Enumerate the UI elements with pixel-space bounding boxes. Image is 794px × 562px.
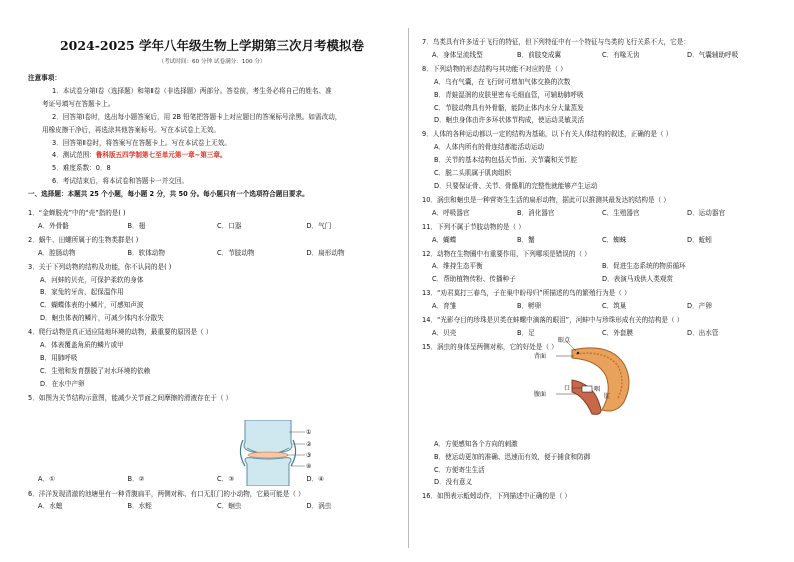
answer-option: C．③ <box>217 474 235 483</box>
notice-block <box>28 72 396 201</box>
answer-option: D．气囊辅助呼吸 <box>687 50 739 59</box>
option-row <box>28 473 396 486</box>
question-block <box>28 473 396 486</box>
notice-line: 考证号填写在答题卡上。 <box>42 99 115 108</box>
question-block <box>422 438 772 490</box>
column-divider <box>408 28 409 548</box>
answer-option: C．筑巢 <box>602 302 627 311</box>
answer-option: D．蚯蚓 <box>687 235 712 244</box>
planaria-diagram <box>532 336 652 418</box>
answer-option: C．蝴蝶体表的小鳞片，可感知声波 <box>40 301 144 310</box>
scope-value: 鲁科版五四学制第七至单元第一章~第三章。 <box>95 151 227 160</box>
option-row <box>422 273 772 286</box>
knee-label-3: ③ <box>306 452 312 459</box>
notice-line: 2．回答第Ⅰ卷时，选出每小题答案后，用 2B 铅笔把答题卡上对应题目的答案标号涂黑。如需改动， <box>52 112 342 121</box>
answer-option: D．产卵 <box>687 302 712 311</box>
answer-option: D．只要保证骨、关节、骨骼肌的完整性就能够产生运动 <box>434 181 598 190</box>
question-stem: 4．爬行动物是真正适应陆地环境的动物，最重要的原因是（ ） <box>28 328 213 337</box>
option-row <box>28 220 396 233</box>
option-row <box>422 207 772 220</box>
answer-option: B．水蛭 <box>127 502 152 511</box>
answer-option: D．蛔虫身体由许多环状体节构成，使运动灵敏灵活 <box>434 116 585 125</box>
answer-option: D．表演马戏供人类观赏 <box>602 275 674 284</box>
answer-option: C．节肢动物 <box>217 248 255 257</box>
answer-option: A．体表覆盖角质的鳞片或甲 <box>40 341 124 350</box>
notice-line: 6．考试结束后，将本试卷和答题卡一并交回。 <box>52 177 189 186</box>
answer-option: A．水螅 <box>38 502 63 511</box>
option-row <box>28 500 396 513</box>
question-block <box>28 261 396 326</box>
answer-option: B．关节的基本结构包括关节面、关节囊和关节腔 <box>434 156 577 165</box>
notice-line: 3．回答第Ⅱ卷时，将答案写在答题卡上。写在本试卷上无效。 <box>52 138 231 147</box>
question-stem: 10．涡虫和蛔虫是一种营寄生生活的扁形动物，据此可以推测其最发达的结构是（ ） <box>422 195 670 204</box>
option-row <box>422 260 772 273</box>
answer-option: C．外套膜 <box>602 328 633 337</box>
answer-option: C．蜘蛛 <box>602 235 627 244</box>
question-stem: 9．人体的各种运动都以一定的结构为基础，以下有关人体结构的叙述，正确的是（ ） <box>422 130 673 139</box>
answer-option: B．足 <box>517 328 535 337</box>
question-stem: 5．如图为关节结构示意图，能减少关节面之间摩擦的滑液存在于（ ） <box>28 393 233 402</box>
planaria-pharynx-label: 咽 <box>594 386 601 393</box>
planaria-mouth-label: 口 <box>564 385 571 392</box>
answer-option: B．青蛙湿润的皮肤里密布毛细血管，可辅助肺呼吸 <box>434 90 584 99</box>
answer-option: B．使运动更加的准确、迅速而有效，便于捕食和防御 <box>434 452 591 461</box>
page-title: 2024-2025 学年八年级生物上学期第三次月考模拟卷 <box>59 38 365 53</box>
knee-joint-diagram <box>223 420 313 486</box>
option-row <box>422 234 772 247</box>
question-block <box>422 248 772 287</box>
answer-option: B．消化器官 <box>517 208 555 217</box>
question-stem: 14．“光影夺目的珍珠是贝类在蚌螺中滴落的眼泪”，河蚌中与珍珠形成有关的结构是（ ） <box>422 316 684 325</box>
answer-option: A．维持生态平衡 <box>432 262 483 271</box>
question-stem: 13．“劝君莫打三春鸟，子在巢中盼母归”所描述的鸟的繁殖行为是（ ） <box>422 289 631 298</box>
page-subtitle: （考试时间：60 分钟 试卷满分：100 分） <box>158 59 266 65</box>
question-block <box>422 36 772 62</box>
answer-option: D．扁形动物 <box>306 248 345 257</box>
answer-option: A．河蚌的贝壳，可保护柔软的身体 <box>40 275 144 284</box>
knee-label-1: ① <box>306 429 312 436</box>
answer-option: B．蟹 <box>517 235 535 244</box>
answer-option: C．蛔虫 <box>217 502 242 511</box>
answer-option: A．人体内所有的骨连结都能活动运动 <box>434 143 545 152</box>
section-heading: 一、选择题：本题共 25 个小题，每小题 2 分，共 50 分。每小题只有一个选项符合题目要求。 <box>28 190 309 199</box>
notice-line: 用橡皮擦干净后，再选涂其他答案标号。写在本试卷上无效。 <box>42 125 221 134</box>
question-stem: 3．关于下列动物的结构及功能，你不认同的是( ) <box>28 262 172 271</box>
option-row <box>422 300 772 313</box>
answer-option: A．育雏 <box>432 302 457 311</box>
answer-option: B．用肺呼吸 <box>40 353 78 362</box>
right-column <box>422 0 772 562</box>
answer-option: A．身体呈流线型 <box>432 50 483 59</box>
question-block <box>422 287 772 313</box>
answer-option: A．贝壳 <box>432 328 457 337</box>
answer-option: D．在水中产卵 <box>40 379 85 388</box>
question-stem: 15．涡虫的身体呈两侧对称，它的好处是（ ） <box>422 342 558 351</box>
notice-scope <box>28 149 396 162</box>
knee-label-4: ④ <box>306 463 312 470</box>
scope-label: 4．测试范围： <box>52 151 96 160</box>
question-block <box>28 392 396 405</box>
answer-option: C．节肢动物具有外骨骼，能防止体内水分大量蒸发 <box>434 103 584 112</box>
answer-option: B．软体动物 <box>127 248 165 257</box>
planaria-anus-label: 肛 <box>604 393 611 400</box>
answer-option: D．④ <box>306 474 325 483</box>
question-block <box>422 63 772 128</box>
question-block <box>422 221 772 247</box>
answer-option: B．翅 <box>127 221 146 230</box>
planaria-back-label: 背面 <box>534 353 547 360</box>
question-block <box>28 234 396 260</box>
answer-option: D．没有意义 <box>434 478 473 487</box>
knee-label-2: ② <box>306 441 312 448</box>
answer-option: C．口器 <box>217 221 242 230</box>
answer-option: A．腔肠动物 <box>38 248 76 257</box>
answer-option: C．方便寄生生活 <box>434 465 485 474</box>
option-row <box>28 247 396 260</box>
question-block <box>28 207 396 233</box>
left-questions <box>28 207 396 513</box>
question-stem: 6．洋洋发现清澈的池塘里有一种背腹扁平，两侧对称、有口无肛门的小动物，它最可能是（ ） <box>28 489 305 498</box>
answer-option: C．有喙无齿 <box>602 50 640 59</box>
question-block <box>422 490 772 503</box>
answer-option: D．出水管 <box>687 328 719 337</box>
answer-option: A．外骨骼 <box>38 221 69 230</box>
answer-option: D．涡虫 <box>306 502 332 511</box>
answer-option: B．家兔的牙齿，起保温作用 <box>40 288 124 297</box>
answer-option: A．乌有气囊，在飞行时可增加气体交换的次数 <box>434 77 571 86</box>
question-stem: 1．“金蝉脱壳”中的“壳”指的是( ) <box>28 209 126 217</box>
answer-option: B．② <box>127 474 145 483</box>
answer-option: C．生殖器官 <box>602 208 640 217</box>
question-stem: 12．动物在生物圈中有重要作用，下列哪项是错误的（ ） <box>422 249 591 258</box>
left-column <box>28 0 396 562</box>
question-stem: 2．蜗牛、田螺所属于的生物类群是( ) <box>28 235 139 244</box>
answer-option: D．蛔虫体表的鳞片，可减少体内水分散失 <box>40 314 164 323</box>
question-block <box>422 194 772 220</box>
question-stem: 8．下列动物的形态结构与其功能不对应的是（ ） <box>422 64 567 73</box>
answer-option: A．① <box>38 474 56 483</box>
notice-line: 5．难度系数：0．8 <box>52 164 111 173</box>
answer-option: A．方便感知各个方向的刺激 <box>434 439 518 448</box>
question-block <box>422 128 772 193</box>
answer-option: D．运动器官 <box>687 208 726 217</box>
planaria-eyespot-label: 眼点 <box>558 337 571 344</box>
notice-line: 1．本试卷分第Ⅰ卷（选择题）和第Ⅱ卷（非选择题）两部分。答卷前，考生务必将自己的姓名、准 <box>52 86 332 95</box>
option-row <box>422 49 772 62</box>
answer-option: B．前肢变成翼 <box>517 50 562 59</box>
question-block <box>28 326 396 391</box>
notice-heading: 注意事项： <box>28 74 61 82</box>
answer-option: D．气门 <box>306 221 332 230</box>
answer-option: C．脱二头肌属于肌肉组织 <box>434 169 512 178</box>
question-stem: 16．如图表示蚯蚓动作，下列描述中正确的是（ ） <box>422 492 571 501</box>
question-stem: 11．下列不属于节肢动物的是（ ） <box>422 222 525 231</box>
answer-option: A．呼吸器官 <box>432 208 470 217</box>
question-stem: 7．鸟类具有许多适于飞行的特征，但下列特征中有一个特征与鸟类的飞行关系不大，它是： <box>422 38 690 46</box>
answer-option: C．生殖和发育摆脱了对水环境的依赖 <box>40 366 151 375</box>
planaria-belly-label: 腹面 <box>534 391 547 398</box>
answer-option: B．促进生态系统的物质循环 <box>602 262 686 271</box>
answer-option: A．蝴蝶 <box>432 235 457 244</box>
answer-option: B．孵卵 <box>517 302 542 311</box>
answer-option: C．帮助植物传粉、传播种子 <box>432 275 516 284</box>
question-block <box>28 488 396 514</box>
right-questions <box>422 36 772 503</box>
